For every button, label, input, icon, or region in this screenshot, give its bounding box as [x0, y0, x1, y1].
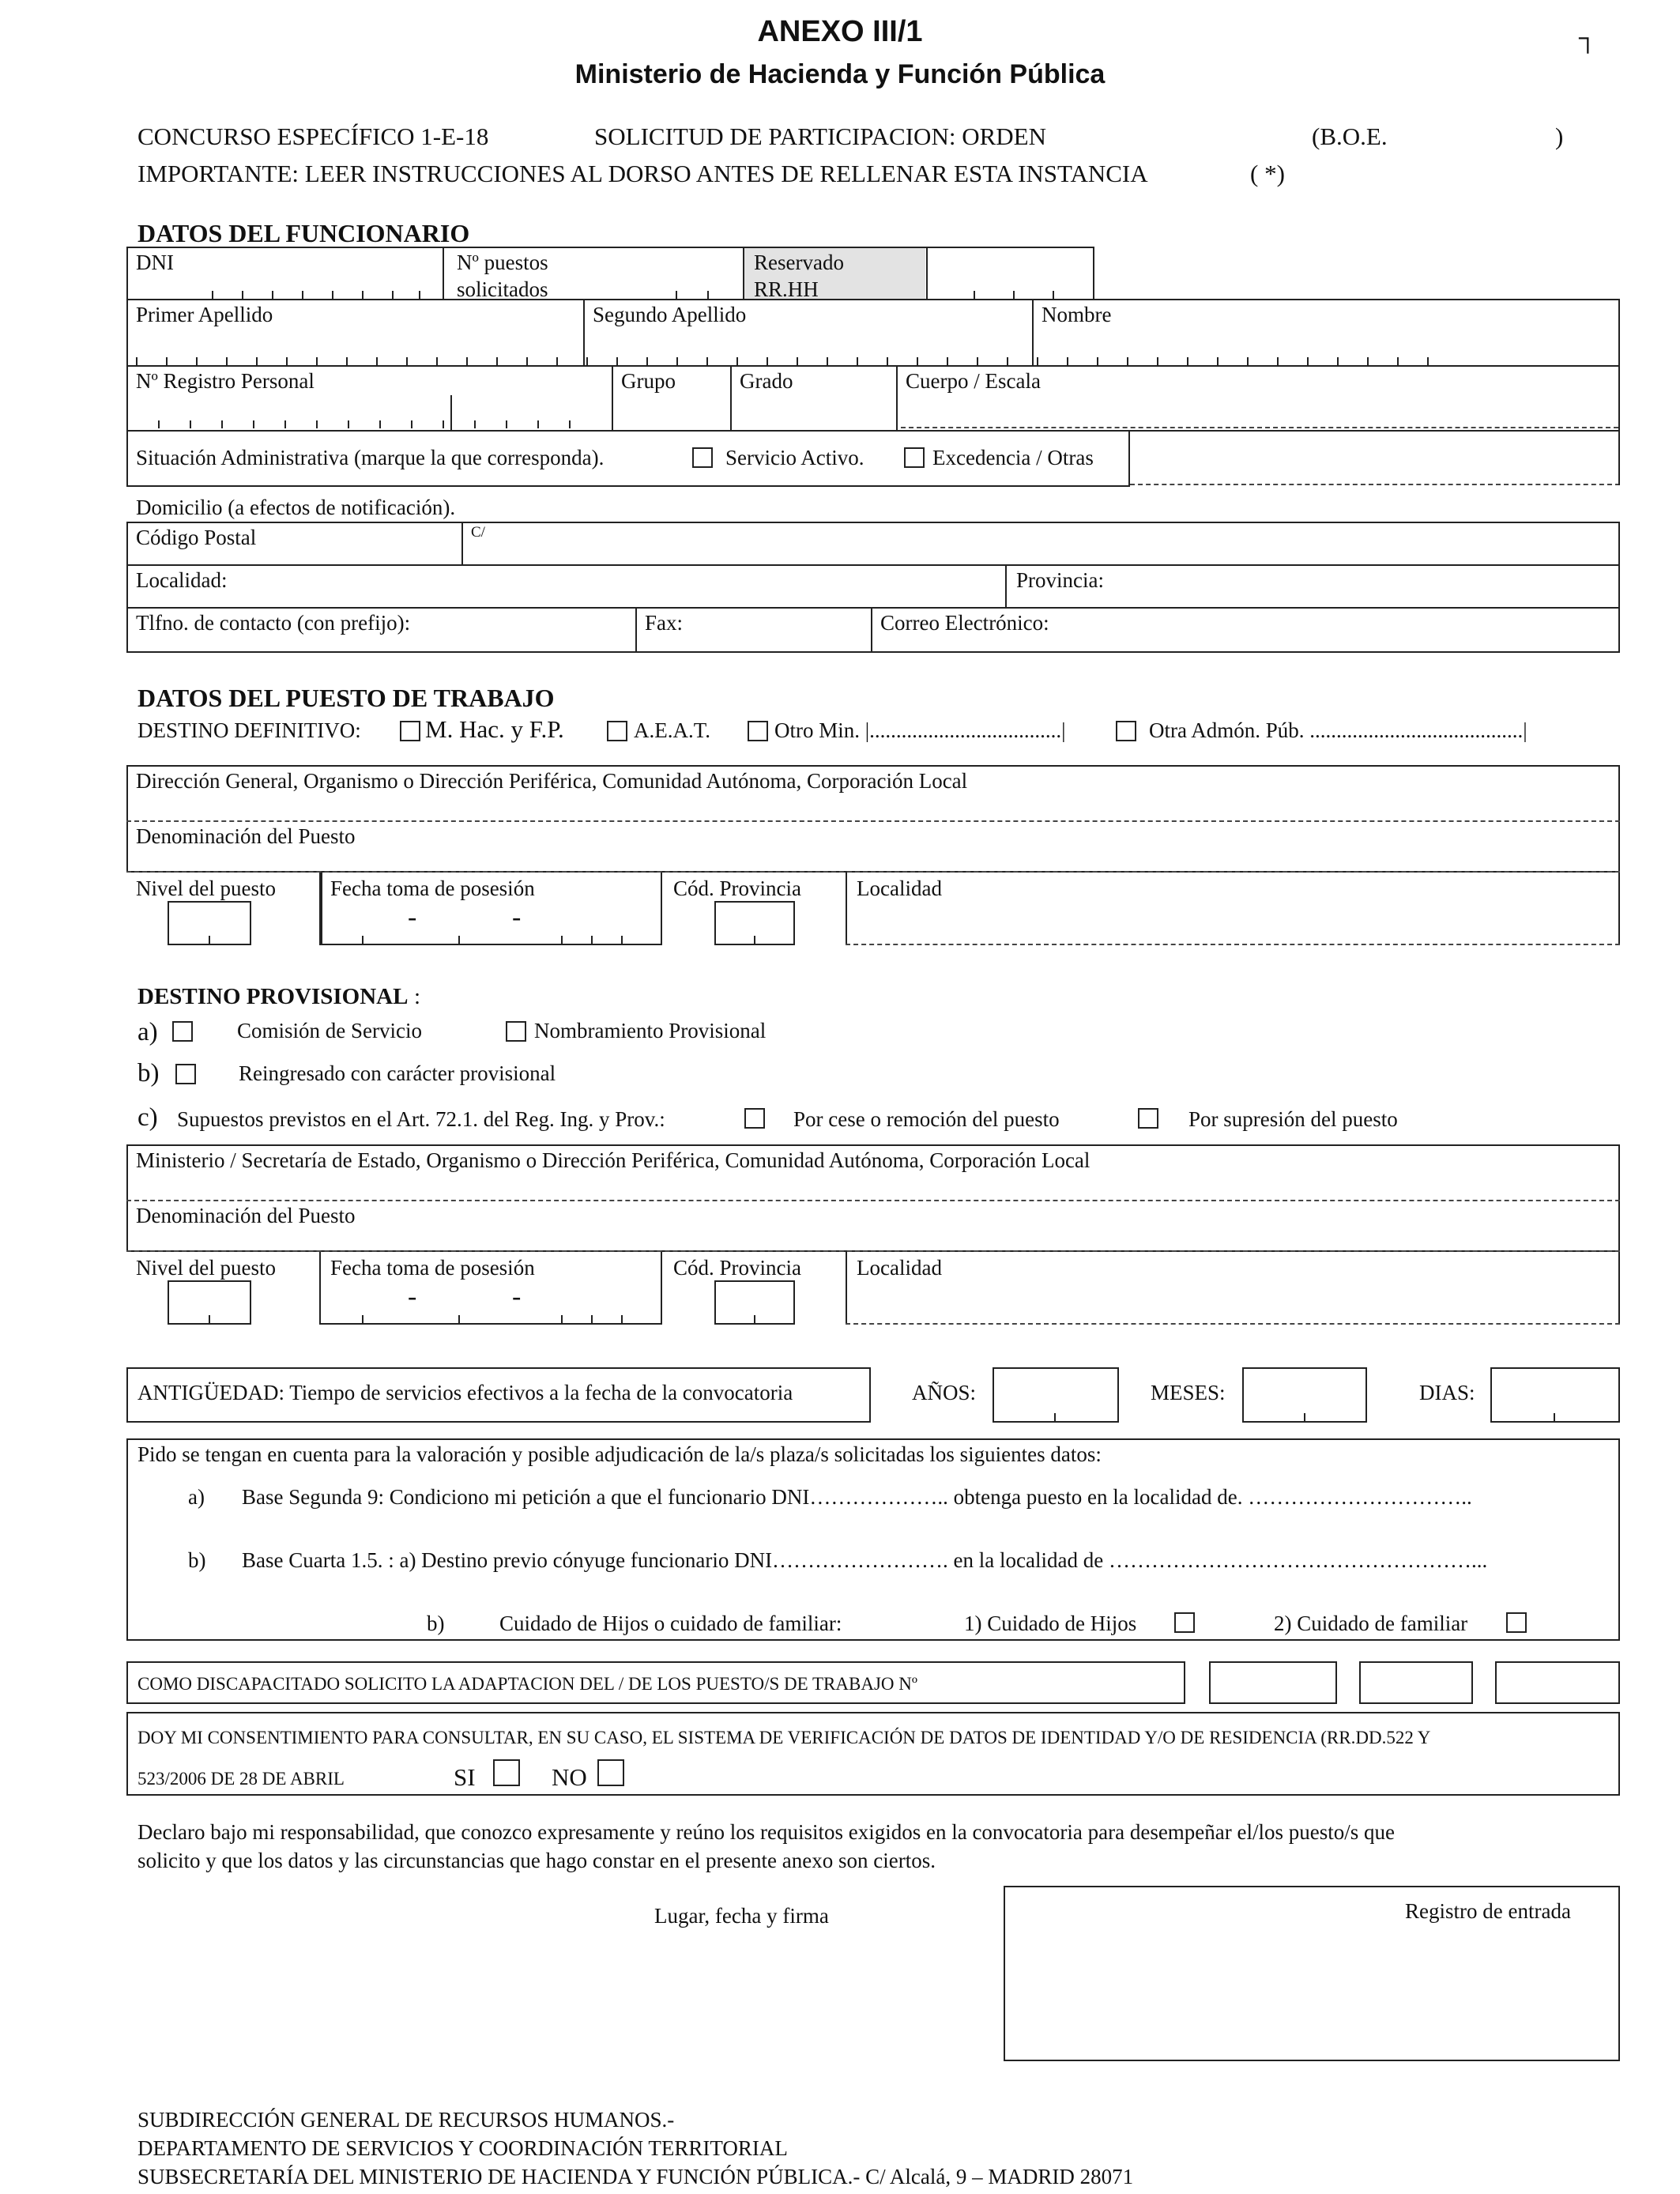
tick: [754, 936, 755, 944]
fecha-toma-field[interactable]: [330, 904, 654, 941]
cuidado-hijos-checkbox[interactable]: [1174, 1612, 1195, 1633]
page-subtitle: Ministerio de Hacienda y Función Pública: [574, 59, 1106, 89]
tick: [621, 1315, 623, 1323]
declaracion-line2: solicito y que los datos y las circunstancias que hago constar en el presente anexo son ciertos.: [137, 1849, 936, 1872]
supuestos-label: Supuestos previstos en el Art. 72.1. del Reg. Ing. y Prov.:: [177, 1107, 665, 1131]
footer-line1: SUBDIRECCIÓN GENERAL DE RECURSOS HUMANOS.-: [137, 2108, 675, 2132]
valoracion-intro: Pido se tengan en cuenta para la valoración y posible adjudicación de la/s plaza/s solicitadas los siguientes datos:: [137, 1442, 1102, 1466]
divider: [1618, 1252, 1620, 1325]
divider: [635, 607, 637, 653]
date-day-line: [330, 944, 401, 945]
importante-mark: ( *): [1250, 160, 1285, 187]
n-puestos-label: Nº puestos: [457, 251, 548, 274]
date-separator: -: [512, 1282, 522, 1311]
anos-field[interactable]: [993, 1367, 1119, 1423]
tick: [707, 291, 709, 299]
date-year-line: [531, 944, 650, 945]
aeat-checkbox[interactable]: [607, 721, 627, 741]
localidad-field[interactable]: [245, 567, 996, 604]
fax-label: Fax:: [645, 611, 684, 635]
valoracion-a-label: a): [188, 1485, 205, 1509]
divider: [1005, 564, 1007, 607]
destino-provisional-colon: :: [414, 984, 421, 1009]
domicilio-label: Domicilio (a efectos de notificación).: [136, 496, 456, 519]
grupo-label: Grupo: [621, 369, 676, 393]
tick: [302, 291, 303, 299]
tick: [591, 1315, 593, 1323]
otra-admon-label: Otra Admón. Púb. ........................................|: [1149, 718, 1527, 742]
reservado-label: Reservado: [754, 251, 844, 274]
telefono-label: Tlfno. de contacto (con prefijo):: [136, 611, 411, 635]
tick: [392, 291, 394, 299]
tick: [1304, 1413, 1305, 1421]
consentimiento-line1: DOY MI CONSENTIMIENTO PARA CONSULTAR, EN SU CASO, EL SISTEMA DE VERIFICACIÓN DE DATOS DE IDENTIDAD Y/O DE RESIDENCIA (RR.DD.522 Y: [137, 1728, 1431, 1747]
denominacion-puesto-field[interactable]: [134, 847, 1612, 869]
grado-label: Grado: [740, 369, 793, 393]
cod-provincia-label: Cód. Provincia: [673, 876, 801, 900]
apellidos-ticks: [136, 357, 1440, 365]
calle-field[interactable]: [498, 525, 1612, 561]
valoracion-b2-label: b): [427, 1612, 445, 1635]
option-c-label: c): [137, 1103, 158, 1132]
meses-label: MESES:: [1151, 1381, 1226, 1404]
registro-ticks: [158, 420, 601, 428]
no-label: NO: [552, 1763, 587, 1791]
tick: [362, 936, 363, 944]
date-month-line: [427, 944, 506, 945]
tick: [974, 291, 975, 299]
denominacion-provisional-label: Denominación del Puesto: [136, 1204, 356, 1227]
localidad-provisional-field[interactable]: [853, 1284, 1612, 1320]
tick: [209, 1315, 210, 1323]
cuerpo-label: Cuerpo / Escala: [906, 369, 1041, 393]
divider: [926, 247, 928, 300]
direccion-general-field[interactable]: [134, 794, 1612, 819]
destino-definitivo-label: DESTINO DEFINITIVO:: [137, 718, 361, 742]
grupo-field[interactable]: [620, 395, 724, 427]
registro-personal-label: Nº Registro Personal: [136, 369, 315, 393]
n-puestos-field[interactable]: [632, 269, 735, 297]
divider: [443, 247, 444, 300]
reservado-label-2: RR.HH: [754, 277, 819, 301]
tick: [1013, 291, 1015, 299]
comision-label: Comisión de Servicio: [237, 1019, 422, 1042]
segundo-apellido-label: Segundo Apellido: [593, 303, 747, 326]
correo-field[interactable]: [1075, 610, 1612, 648]
section-funcionario-heading: DATOS DEL FUNCIONARIO: [137, 219, 470, 247]
nombre-label: Nombre: [1042, 303, 1112, 326]
provincia-field[interactable]: [1122, 567, 1612, 604]
ministerio-label: Ministerio / Secretaría de Estado, Organismo o Dirección Periférica, Comunidad Autónoma, Corporación Local: [136, 1148, 1090, 1172]
tick: [212, 291, 213, 299]
discapacitado-puesto-3[interactable]: [1495, 1661, 1620, 1704]
grado-field[interactable]: [738, 395, 890, 427]
tick: [242, 291, 243, 299]
calle-label: C/: [471, 524, 485, 541]
denominacion-provisional-field[interactable]: [134, 1227, 1612, 1249]
cod-provincia-provisional-label: Cód. Provincia: [673, 1256, 801, 1280]
importante-note: IMPORTANTE: LEER INSTRUCCIONES AL DORSO ANTES DE RELLENAR ESTA INSTANCIA: [137, 160, 1148, 187]
servicio-activo-checkbox[interactable]: [692, 447, 713, 468]
divider: [730, 365, 732, 432]
divider: [846, 1252, 847, 1325]
declaracion-line1: Declaro bajo mi responsabilidad, que conozco expresamente y reúno los requisitos exigidos en la convocatoria para desempeñar el/los puesto/s que: [137, 1820, 1395, 1844]
n-puestos-label-2: solicitados: [457, 277, 548, 301]
divider: [1618, 430, 1620, 485]
reingresado-checkbox[interactable]: [175, 1064, 196, 1084]
tick: [209, 936, 210, 944]
supresion-label: Por supresión del puesto: [1188, 1107, 1398, 1131]
discapacitado-text: COMO DISCAPACITADO SOLICITO LA ADAPTACION DEL / DE LOS PUESTO/S DE TRABAJO Nº: [137, 1674, 918, 1694]
provincia-label: Provincia:: [1016, 568, 1104, 592]
tick: [458, 1315, 460, 1323]
otro-min-checkbox[interactable]: [748, 721, 768, 741]
divider: [846, 944, 1620, 945]
m-hac-label: M. Hac. y F.P.: [425, 715, 564, 743]
tick: [676, 291, 677, 299]
excedencia-checkbox[interactable]: [904, 447, 925, 468]
date-separator: -: [512, 903, 522, 932]
corner-mark: ┐: [1579, 23, 1597, 51]
tick: [754, 1315, 755, 1323]
localidad-puesto-label: Localidad: [857, 876, 942, 900]
concurso-label: CONCURSO ESPECÍFICO 1-E-18: [137, 123, 489, 150]
base-cuarta-text: Base Cuarta 1.5. : a) Destino previo cónyuge funcionario DNI……………………. en la localidad de ……………………………………………...: [242, 1548, 1488, 1572]
direccion-general-label: Dirección General, Organismo o Dirección Periférica, Comunidad Autónoma, Corporación Local: [136, 769, 968, 793]
divider: [126, 820, 1620, 822]
boe-close: ): [1555, 123, 1564, 150]
localidad-puesto-field[interactable]: [853, 904, 1612, 941]
localidad-label: Localidad:: [136, 568, 228, 592]
no-checkbox[interactable]: [597, 1759, 624, 1786]
divider: [1618, 873, 1620, 945]
tick: [419, 291, 420, 299]
footer-line3: SUBSECRETARÍA DEL MINISTERIO DE HACIENDA Y FUNCIÓN PÚBLICA.- C/ Alcalá, 9 – MADRID 28071: [137, 2165, 1134, 2188]
date-day-line: [330, 1323, 401, 1325]
option-b-label: b): [137, 1059, 160, 1088]
situacion-label: Situación Administrativa (marque la que corresponda).: [136, 446, 605, 469]
supresion-checkbox[interactable]: [1138, 1108, 1158, 1129]
tick: [561, 1315, 563, 1323]
divider: [846, 873, 847, 945]
tick: [362, 291, 363, 299]
telefono-field[interactable]: [450, 610, 631, 648]
dni-label: DNI: [136, 251, 174, 274]
localidad-provisional-label: Localidad: [857, 1256, 942, 1280]
denominacion-puesto-label: Denominación del Puesto: [136, 824, 356, 848]
otro-min-label: Otro Min. |....................................|: [774, 718, 1066, 742]
anos-label: AÑOS:: [912, 1381, 977, 1404]
fax-field[interactable]: [695, 610, 866, 648]
cuidado-label: Cuidado de Hijos o cuidado de familiar:: [499, 1612, 842, 1635]
base-segunda-text: Base Segunda 9: Condiciono mi petición a que el funcionario DNI……………….. obtenga puesto en la localidad de. …………………………..: [242, 1485, 1472, 1509]
primer-apellido-label: Primer Apellido: [136, 303, 273, 326]
tick: [272, 291, 273, 299]
tick: [561, 936, 563, 944]
valoracion-box: [126, 1438, 1620, 1641]
tick: [1053, 291, 1054, 299]
nombramiento-checkbox[interactable]: [506, 1021, 526, 1042]
solicitud-label: SOLICITUD DE PARTICIPACION: ORDEN: [594, 123, 1046, 150]
si-label: SI: [454, 1763, 476, 1791]
nivel-provisional-label: Nivel del puesto: [136, 1256, 276, 1280]
discapacitado-puesto-2[interactable]: [1359, 1661, 1473, 1704]
antiguedad-label: ANTIGÜEDAD: Tiempo de servicios efectivos a la fecha de la convocatoria: [137, 1381, 793, 1404]
aeat-label: A.E.A.T.: [634, 718, 710, 742]
nombramiento-label: Nombramiento Provisional: [534, 1019, 767, 1042]
dias-label: DIAS:: [1419, 1381, 1475, 1404]
si-checkbox[interactable]: [493, 1759, 520, 1786]
cese-label: Por cese o remoción del puesto: [793, 1107, 1060, 1131]
m-hac-checkbox[interactable]: [400, 721, 420, 741]
page-title: ANEXO III/1: [757, 15, 923, 48]
correo-label: Correo Electrónico:: [880, 611, 1049, 635]
tick: [458, 936, 460, 944]
lugar-fecha-firma: Lugar, fecha y firma: [654, 1904, 829, 1928]
fecha-toma-provisional-label: Fecha toma de posesión: [330, 1256, 535, 1280]
date-month-line: [427, 1323, 506, 1325]
dni-field[interactable]: [134, 275, 435, 299]
reingresado-label: Reingresado con carácter provisional: [239, 1061, 556, 1085]
nivel-label: Nivel del puesto: [136, 876, 276, 900]
servicio-activo-label: Servicio Activo.: [725, 446, 864, 469]
tick: [591, 936, 593, 944]
ministerio-field[interactable]: [134, 1173, 1612, 1198]
cuerpo-field[interactable]: [904, 395, 1615, 427]
excedencia-label: Excedencia / Otras: [932, 446, 1094, 469]
tick: [332, 291, 333, 299]
cuidado-familiar-checkbox[interactable]: [1506, 1612, 1527, 1633]
divider: [126, 607, 1620, 609]
codigo-postal-field[interactable]: [308, 525, 455, 561]
dias-field[interactable]: [1490, 1367, 1620, 1423]
registro-entrada-label: Registro de entrada: [1405, 1899, 1571, 1923]
divider: [612, 365, 613, 432]
section-puesto-heading: DATOS DEL PUESTO DE TRABAJO: [137, 684, 555, 712]
date-separator: -: [408, 903, 417, 932]
codigo-postal-label: Código Postal: [136, 526, 257, 549]
tick: [1554, 1413, 1555, 1421]
firma-area[interactable]: [348, 1936, 996, 2047]
otra-admon-checkbox[interactable]: [1116, 721, 1136, 741]
cese-checkbox[interactable]: [744, 1108, 765, 1129]
destino-provisional-heading: DESTINO PROVISIONAL: [137, 984, 409, 1009]
excedencia-dashed-line: [1130, 484, 1620, 485]
tick: [621, 936, 623, 944]
cuerpo-dashed-line: [901, 427, 1618, 428]
divider: [461, 522, 463, 564]
cuidado-familiar-label: 2) Cuidado de familiar: [1274, 1612, 1468, 1635]
cuidado-hijos-label: 1) Cuidado de Hijos: [964, 1612, 1137, 1635]
valoracion-b-label: b): [188, 1548, 206, 1572]
consentimiento-line2: 523/2006 DE 28 DE ABRIL: [137, 1769, 345, 1789]
comision-checkbox[interactable]: [172, 1021, 193, 1042]
option-a-label: a): [137, 1018, 158, 1046]
date-separator: -: [408, 1282, 417, 1311]
tick: [362, 1315, 363, 1323]
consentimiento-box: [126, 1712, 1620, 1796]
tick: [1054, 1413, 1056, 1421]
footer-line2: DEPARTAMENTO DE SERVICIOS Y COORDINACIÓN TERRITORIAL: [137, 2136, 788, 2160]
divider: [871, 607, 872, 653]
date-year-line: [531, 1323, 650, 1325]
boe-open: (B.O.E.: [1312, 123, 1388, 150]
fecha-toma-provisional-field[interactable]: [330, 1284, 654, 1320]
fecha-toma-label: Fecha toma de posesión: [330, 876, 535, 900]
divider: [1130, 430, 1620, 432]
divider: [126, 564, 1620, 566]
discapacitado-puesto-1[interactable]: [1209, 1661, 1337, 1704]
divider: [896, 365, 898, 432]
divider: [846, 1323, 1620, 1325]
divider: [126, 1200, 1620, 1201]
